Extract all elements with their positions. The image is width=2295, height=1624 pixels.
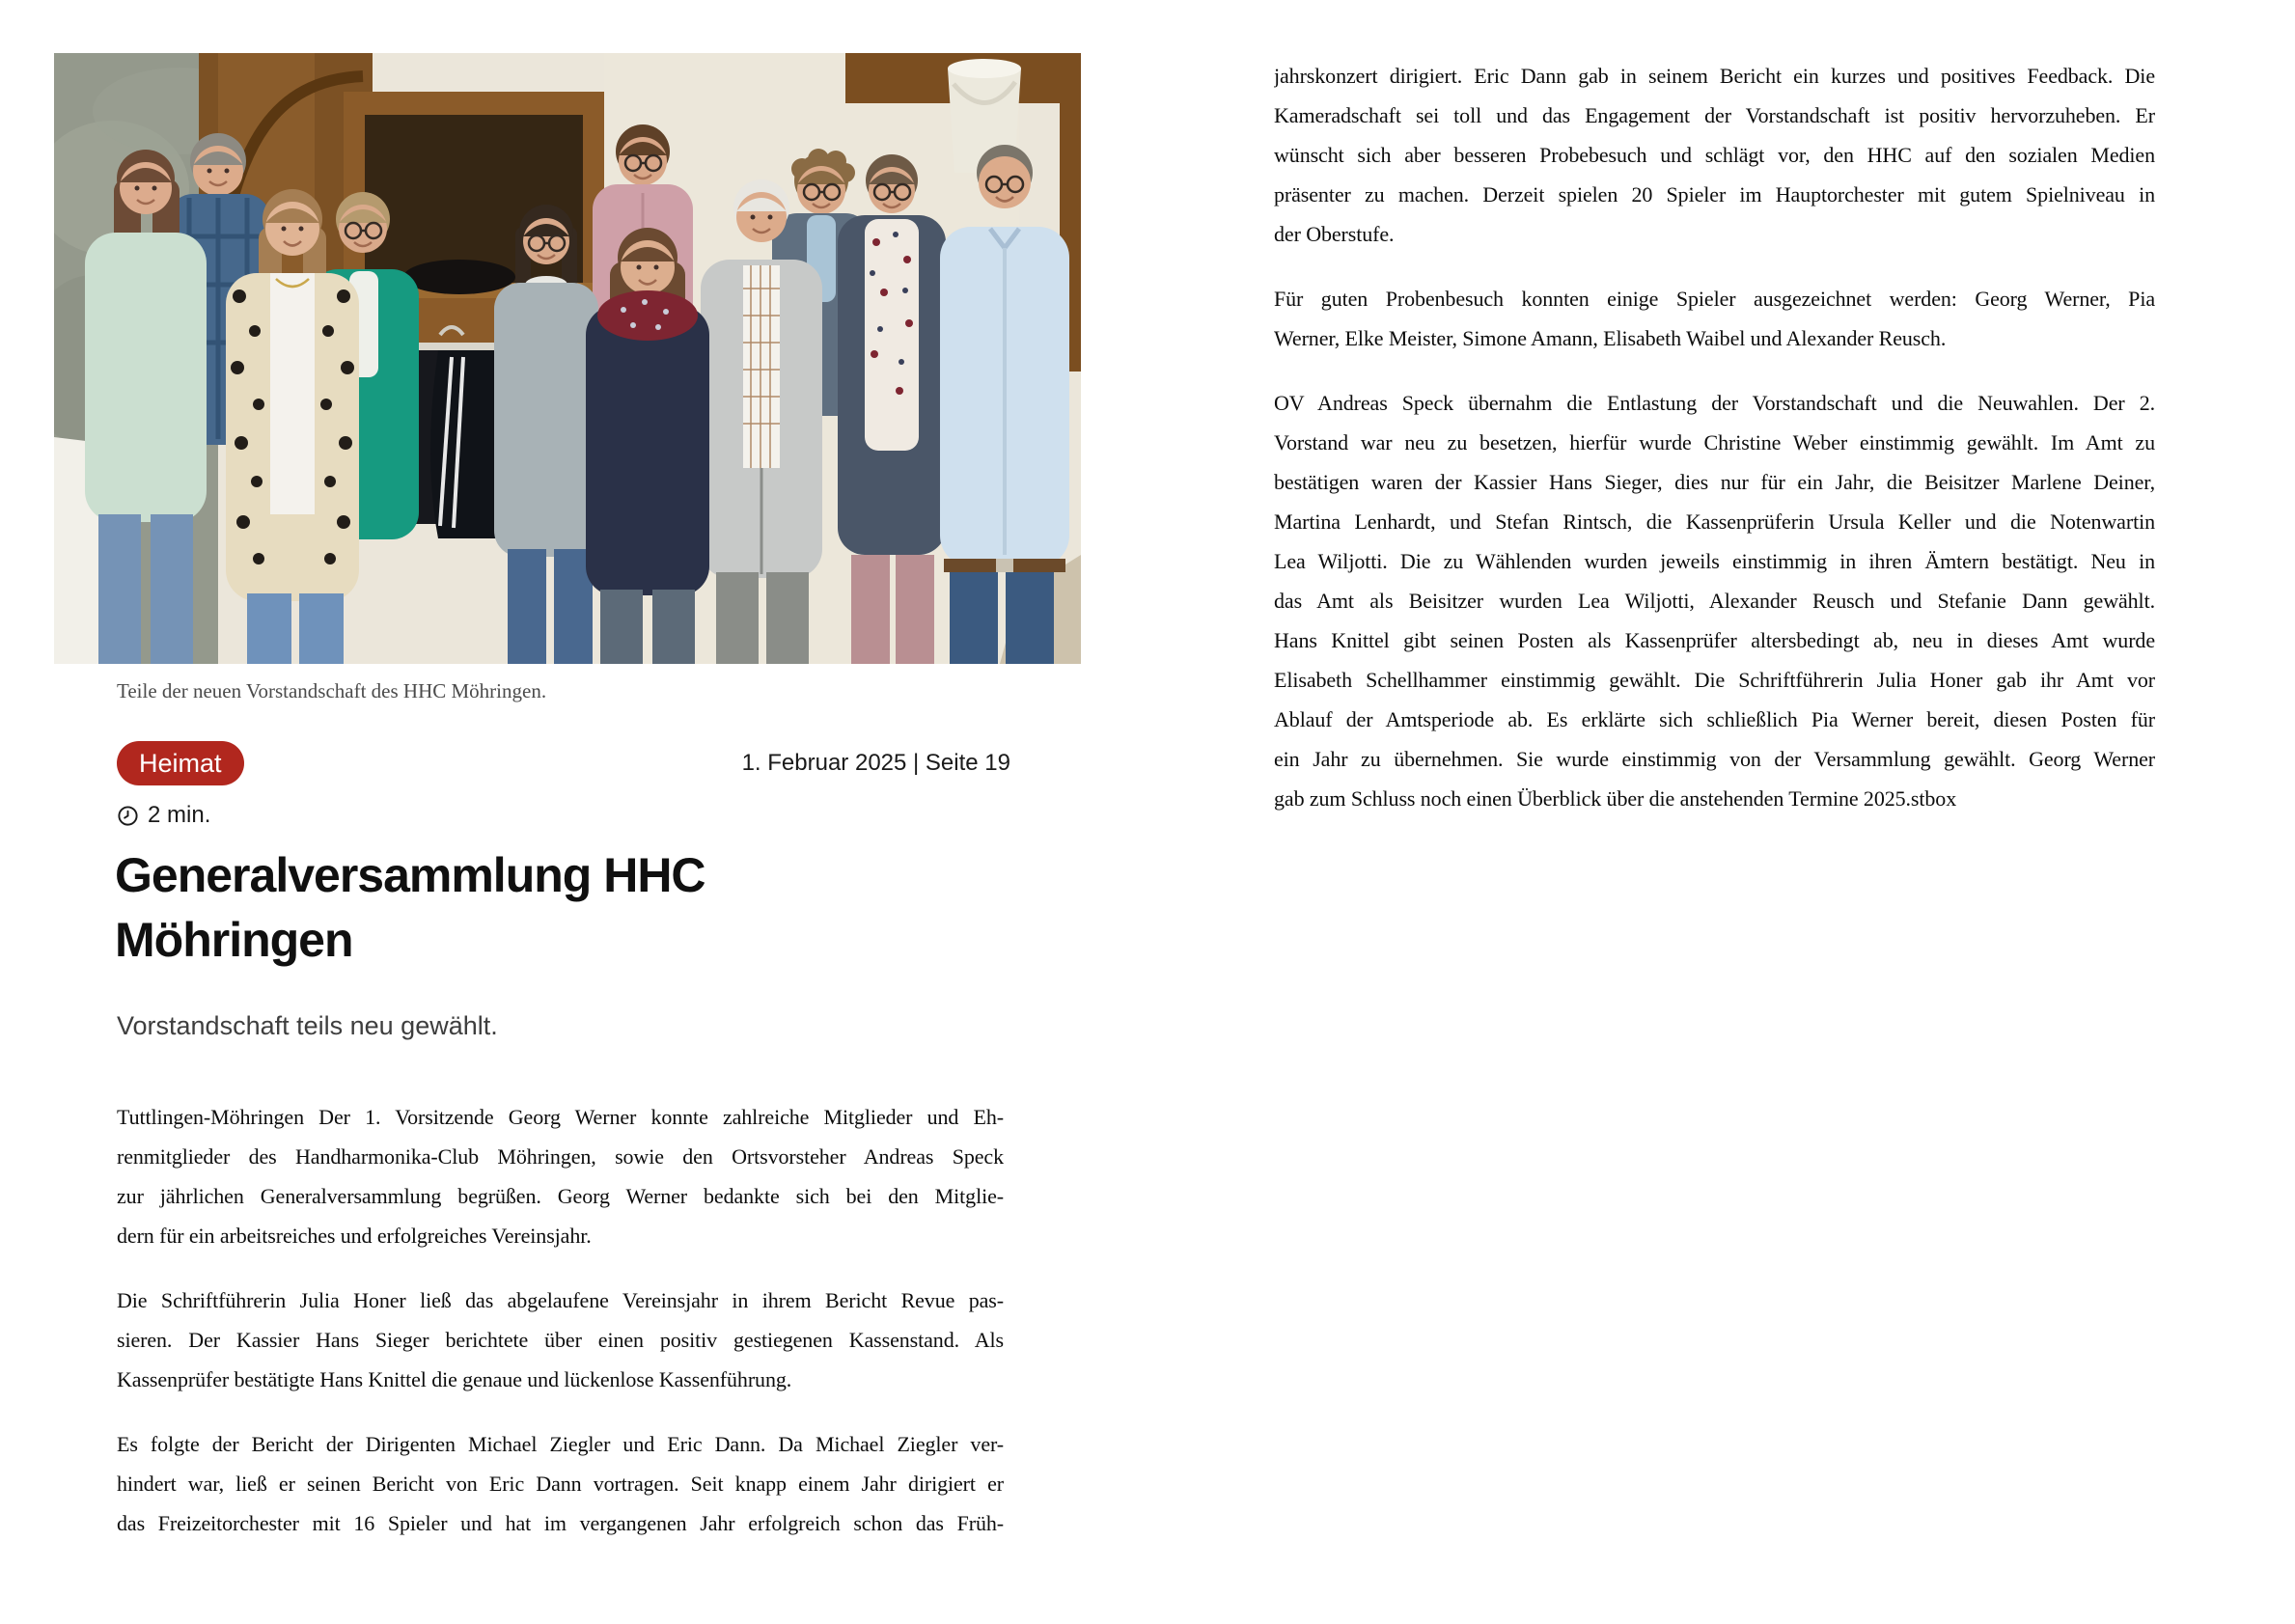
paragraph [1274, 383, 2155, 818]
article-title: Generalversammlung HHC Möhringen [115, 848, 705, 967]
paragraph [117, 1424, 1004, 1543]
body-line: Vorstand war neu zu besetzen, hierfür wurde Christine Weber einstimmig gewählt. Im Amt zu [1274, 430, 2155, 454]
body-line: Lea Wiljotti. Die zu Wählenden wurden jeweils einstimmig in ihren Ämtern bestätigt. Neu in [1274, 549, 2155, 573]
body-line: Es folgte der Bericht der Dirigenten Michael Ziegler und Eric Dann. Da Michael Ziegler ver- [117, 1432, 1004, 1456]
body-line: hindert war, ließ er seinen Bericht von Eric Dann vortragen. Seit knapp einem Jahr dirigiert er [117, 1472, 1004, 1496]
read-time [117, 802, 210, 829]
body-line: Elisabeth Schellhammer einstimmig gewählt. Die Schriftführerin Julia Honer gab ihr Amt vor [1274, 668, 2155, 692]
body-line: Tuttlingen-Möhringen Der 1. Vorsitzende Georg Werner konnte zahlreiche Mitglieder und Eh- [117, 1105, 1004, 1129]
body-line: der Oberstufe. [1274, 222, 1395, 246]
body-line: Hans Knittel gibt seinen Posten als Kassenprüfer altersbedingt ab, neu in dieses Amt wurde [1274, 628, 2155, 652]
right-column-body [1274, 56, 2155, 818]
body-line: bestätigen waren der Kassier Hans Sieger, dies nur für ein Jahr, die Beisitzer Marlene Deiner, [1274, 470, 2155, 494]
body-line: Kassenprüfer bestätigte Hans Knittel die genaue und lückenlose Kassenführung. [117, 1367, 792, 1391]
body-line: Werner, Elke Meister, Simone Amann, Elisabeth Waibel und Alexander Reusch. [1274, 326, 1947, 350]
body-line: Ablauf der Amtsperiode ab. Es erklärte sich schließlich Pia Werner bereit, diesen Posten für [1274, 707, 2155, 731]
paragraph [117, 1280, 1004, 1399]
photo-caption: Teile der neuen Vorstandschaft des HHC Möhringen. [117, 679, 547, 702]
clock-icon [117, 805, 139, 827]
article-subtitle: Vorstandschaft teils neu gewählt. [117, 1011, 498, 1040]
body-line: wünscht sich aber besseren Probebesuch und schlägt vor, den HHC auf den sozialen Medien [1274, 143, 2155, 167]
date-page-label: 1. Februar 2025 | Seite 19 [741, 750, 1010, 776]
body-line: sieren. Der Kassier Hans Sieger berichtete über einen positiv gestiegenen Kassenstand. Als [117, 1328, 1004, 1352]
left-column-body [117, 1097, 1004, 1543]
body-line: ein Jahr zu übernehmen. Sie wurde einstimmig von der Versammlung gewählt. Georg Werner [1274, 747, 2155, 771]
body-line: das Freizeitorchester mit 16 Spieler und hat im vergangenen Jahr erfolgreich schon das Früh- [117, 1511, 1004, 1535]
body-line: Die Schriftführerin Julia Honer ließ das abgelaufene Vereinsjahr in ihrem Bericht Revue pas- [117, 1288, 1004, 1312]
body-line: jahrskonzert dirigiert. Eric Dann gab in seinem Bericht ein kurzes und positives Feedback. Die [1274, 64, 2155, 88]
paragraph [117, 1097, 1004, 1255]
meta-row [117, 741, 1010, 785]
body-line: renmitglieder des Handharmonika-Club Möhringen, sowie den Ortsvorsteher Andreas Speck [117, 1144, 1004, 1169]
paragraph [1274, 56, 2155, 254]
body-line: präsenter zu machen. Derzeit spielen 20 Spieler im Hauptorchester mit gutem Spielniveau in [1274, 182, 2155, 206]
body-line: das Amt als Beisitzer wurden Lea Wiljotti, Alexander Reusch und Stefanie Dann gewählt. [1274, 589, 2155, 613]
body-line: Kameradschaft sei toll und das Engagement der Vorstandschaft ist positiv hervorzuheben. Er [1274, 103, 2155, 127]
read-time-label: 2 min. [148, 802, 211, 828]
body-line: dern für ein arbeitsreiches und erfolgreiches Vereinsjahr. [117, 1224, 592, 1248]
body-line: gab zum Schluss noch einen Überblick über die anstehenden Termine 2025.stbox [1274, 786, 1957, 811]
body-line: zur jährlichen Generalversammlung begrüßen. Georg Werner bedankte sich bei den Mitglie- [117, 1184, 1004, 1208]
group-photo-illustration [54, 53, 1081, 664]
body-line: Martina Lenhardt, und Stefan Rintsch, die Kassenprüferin Ursula Keller und die Notenwartin [1274, 509, 2155, 534]
body-line: OV Andreas Speck übernahm die Entlastung der Vorstandschaft und die Neuwahlen. Der 2. [1274, 391, 2155, 415]
category-badge[interactable]: Heimat [117, 741, 244, 785]
article-photo [54, 53, 1081, 664]
body-line: Für guten Probenbesuch konnten einige Spieler ausgezeichnet werden: Georg Werner, Pia [1274, 287, 2155, 311]
paragraph [1274, 279, 2155, 358]
